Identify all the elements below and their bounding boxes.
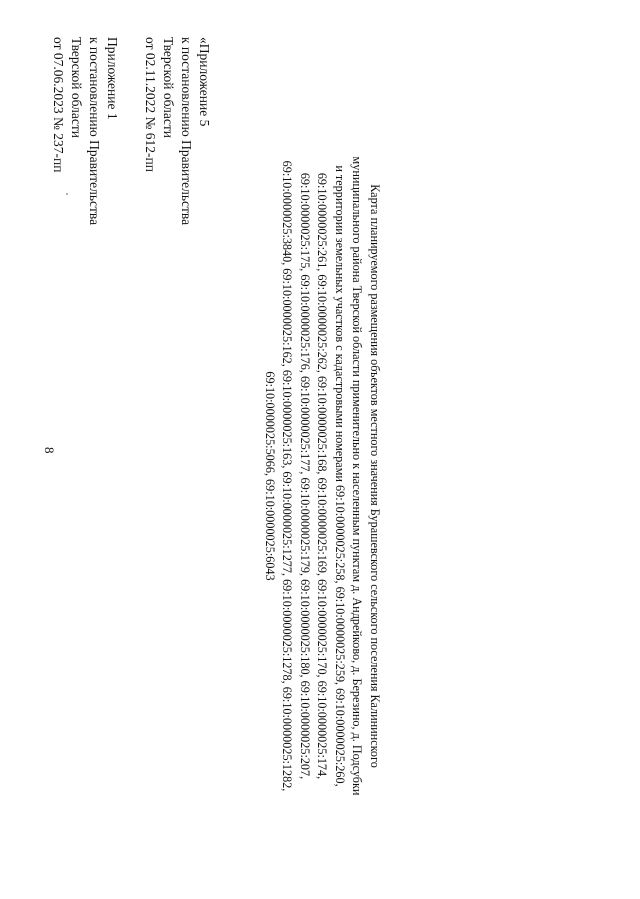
title-line: 69:10:0000025:3840, 69:10:0000025:162, 69:10:0000025:163, 69:10:0000025:1277, 69:10:0000025:1278, 69:10:0000025:1282, (280, 160, 295, 792)
appendix-5-header (141, 37, 213, 225)
appendix-1-line: от 07.06.2023 № 237-пп (51, 37, 66, 173)
appendix-5-line: Тверской области (161, 37, 176, 138)
appendix-1-header (49, 37, 121, 225)
title-line: 69:10:0000025:175, 69:10:0000025:176, 69:10:0000025:177, 69:10:0000025:179, 69:10:0000025:180, 69:10:0000025:207, (298, 172, 312, 780)
appendix-5-line: от 02.11.2022 № 612-пп (143, 37, 158, 172)
title-line: Карта планируемого размещения объектов местного значения Бурашевского сельского поселения Калининского (368, 184, 382, 768)
page-number: 8 (42, 447, 57, 454)
document-title (261, 140, 384, 812)
title-line: 69:10:0000025:5066, 69:10:0000025:6043 (263, 371, 277, 581)
appendix-5-line: к постановлению Правительства (179, 37, 194, 226)
title-line: муниципального района Тверской области применительно к населенным пунктам д. Андрейково, д. Березино, д. Подсубки (350, 156, 365, 796)
appendix-1-line: Тверской области (69, 37, 84, 138)
title-line: 69:10:0000025:261, 69:10:0000025:262, 69:10:0000025:168, 69:10:0000025:169, 69:10:0000025:170, 69:10:0000025:174, (315, 172, 330, 780)
title-line: и территории земельных участков с кадастровыми номерами 69:10:0000025:258, 69:10:0000025:259, 69:10:0000025:260, (333, 165, 347, 787)
appendix-1-line: к постановлению Правительства (87, 37, 102, 226)
appendix-5-line: «Приложение 5 (197, 37, 212, 127)
appendix-1-line: Приложение 1 (105, 37, 120, 120)
